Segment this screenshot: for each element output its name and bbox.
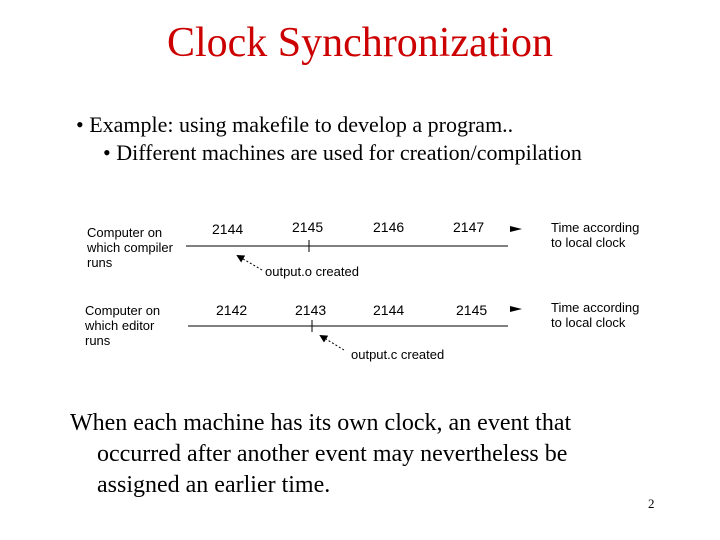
row2-time-arrow-icon — [510, 306, 522, 312]
editor-timeline — [84, 300, 639, 362]
page-number: 2 — [648, 496, 655, 511]
row2-time-label-line1: Time according — [551, 300, 640, 315]
row2-tick-2142: 2142 — [216, 302, 248, 318]
bullet-example: • Example: using makefile to develop a program.. — [76, 112, 514, 137]
row1-event-arrow — [238, 256, 262, 270]
row2-time-label-line2: to local clock — [551, 315, 626, 330]
row1-label-line1: Computer on — [87, 225, 163, 240]
row2-label-line3: runs — [85, 333, 111, 348]
row1-label-line3: runs — [87, 255, 113, 270]
row1-time-arrow-icon — [510, 226, 522, 232]
conclusion-line-3: assigned an earlier time. — [97, 472, 331, 499]
row1-time-label-line2: to local clock — [551, 235, 626, 250]
bullet-machines: • Different machines are used for creation/compilation — [103, 140, 582, 165]
clock-diagram — [80, 212, 680, 372]
conclusion-line-1: When each machine has its own clock, an event that — [70, 410, 572, 436]
conclusion-text — [70, 408, 670, 502]
row2-tick-2144: 2144 — [373, 302, 405, 318]
slide-title: Clock Synchronization — [166, 20, 554, 66]
row2-event-label: output.c created — [351, 347, 445, 362]
row1-tick-2147: 2147 — [453, 219, 485, 235]
row1-event-label: output.o created — [265, 264, 359, 279]
row2-tick-2145: 2145 — [456, 302, 488, 318]
row1-tick-2146: 2146 — [373, 219, 405, 235]
row2-label-line2: which editor — [85, 318, 155, 333]
row1-time-label-line1: Time according — [551, 220, 640, 235]
row1-tick-2144: 2144 — [212, 221, 244, 237]
row2-event-arrow — [321, 336, 344, 350]
row1-label-line2: which compiler — [87, 240, 173, 255]
compiler-timeline — [86, 219, 639, 279]
row2-tick-2143: 2143 — [295, 302, 327, 318]
row1-tick-2145: 2145 — [292, 219, 324, 235]
row2-label-line1: Computer on — [85, 303, 161, 318]
conclusion-line-2: occurred after another event may nevertheless be — [97, 441, 568, 468]
